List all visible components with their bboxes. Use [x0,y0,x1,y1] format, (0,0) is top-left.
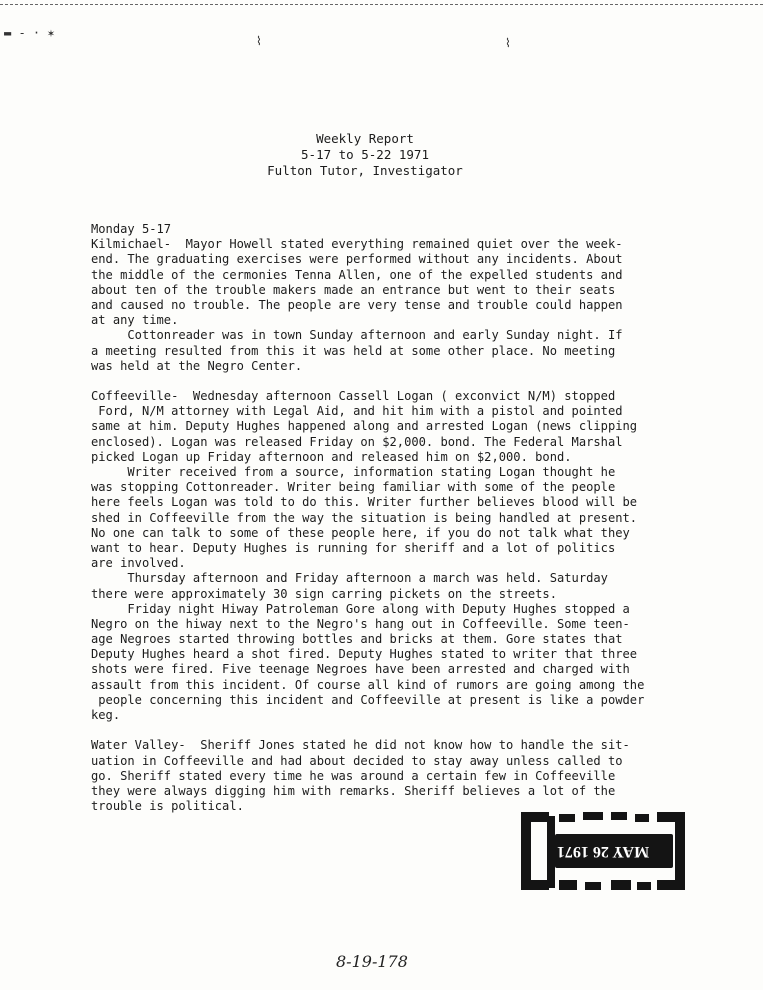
report-line: keg. [91,708,121,722]
report-line: end. The graduating exercises were performed without any incidents. About [91,252,623,267]
report-line: a meeting resulted from this it was held at some other place. No meeting [91,343,616,358]
report-header [230,131,500,179]
report-line: Coffeeville- Wednesday afternoon Cassell Logan ( exconvict N/M) stopped [91,389,616,404]
report-line: Ford, N/M attorney with Legal Aid, and hit him with a pistol and pointed [91,404,623,419]
report-line: age Negroes started throwing bottles and bricks at them. Gore states that [91,632,623,647]
top-edge-line [0,4,763,5]
report-line: they were always digging him with remarks. Sheriff believes a lot of the [91,783,616,798]
report-line: enclosed). Logan was released Friday on $2,000. bond. The Federal Marshal [91,434,623,449]
report-line: go. Sheriff stated every time he was around a certain few in Coffeeville [91,768,616,783]
report-line: want to hear. Deputy Hughes is running for sheriff and a lot of politics [91,540,616,555]
report-line: Monday 5-17 [91,222,172,236]
report-line: Thursday afternoon and Friday afternoon a march was held. Saturday [91,571,608,586]
report-line: Water Valley- Sheriff Jones stated he did not know how to handle the sit- [91,738,630,753]
scan-mark: ▬ - · ✶ [4,26,55,40]
report-line [91,374,676,389]
report-line [91,723,676,738]
report-line: are involved. [91,556,186,571]
scan-mark: ⌇ [256,34,262,48]
report-line: Cottonreader was in town Sunday afternoon and early Sunday night. If [91,328,623,343]
report-line: Writer received from a source, information stating Logan thought he [91,465,616,479]
report-author: Fulton Tutor, Investigator [267,163,463,178]
report-line: No one can talk to some of these people here, if you do not talk what they [91,525,630,540]
received-stamp [519,810,687,892]
report-line: and caused no trouble. The people are very tense and trouble could happen [91,297,623,312]
report-line: Kilmichael- Mayor Howell stated everything remained quiet over the week- [91,237,623,252]
report-line: the middle of the cermonies Tenna Allen, one of the expelled students and [91,267,623,282]
report-line: shots were fired. Five teenage Negroes have been arrested and charged with [91,662,630,677]
report-dates: 5-17 to 5-22 1971 [301,147,429,162]
report-title: Weekly Report [316,131,414,146]
report-line: there were approximately 30 sign carring pickets on the streets. [91,586,557,601]
report-line: at any time. [91,313,179,328]
report-line: Friday night Hiway Patroleman Gore along with Deputy Hughes stopped a [91,601,630,616]
report-line: trouble is political. [91,799,244,814]
report-line: was held at the Negro Center. [91,358,303,373]
stamp-date: MAY 26 1971 [556,843,650,860]
report-line: about ten of the trouble makers made an entrance but went to their seats [91,282,616,297]
report-line: Deputy Hughes heard a shot fired. Deputy Hughes stated to writer that three [91,647,638,662]
scan-mark: ⌇ [505,36,511,50]
report-line: here feels Logan was told to do this. Writer further believes blood will be [91,495,638,510]
document-number: 8-19-178 [336,952,408,971]
report-line: same at him. Deputy Hughes happened along and arrested Logan (news clipping [91,419,638,434]
report-line: people concerning this incident and Coffeeville at present is like a powder [91,692,645,707]
report-body [91,222,676,814]
report-line: assault from this incident. Of course all kind of rumors are going among the [91,677,645,692]
report-line: Negro on the hiway next to the Negro's hang out in Coffeeville. Some teen- [91,616,630,631]
report-line: was stopping Cottonreader. Writer being familiar with some of the people [91,480,616,495]
report-line: picked Logan up Friday afternoon and released him on $2,000. bond. [91,449,572,464]
report-line: uation in Coffeeville and had about decided to stay away unless called to [91,753,623,768]
report-line: shed in Coffeeville from the way the situation is being handled at present. [91,510,638,525]
